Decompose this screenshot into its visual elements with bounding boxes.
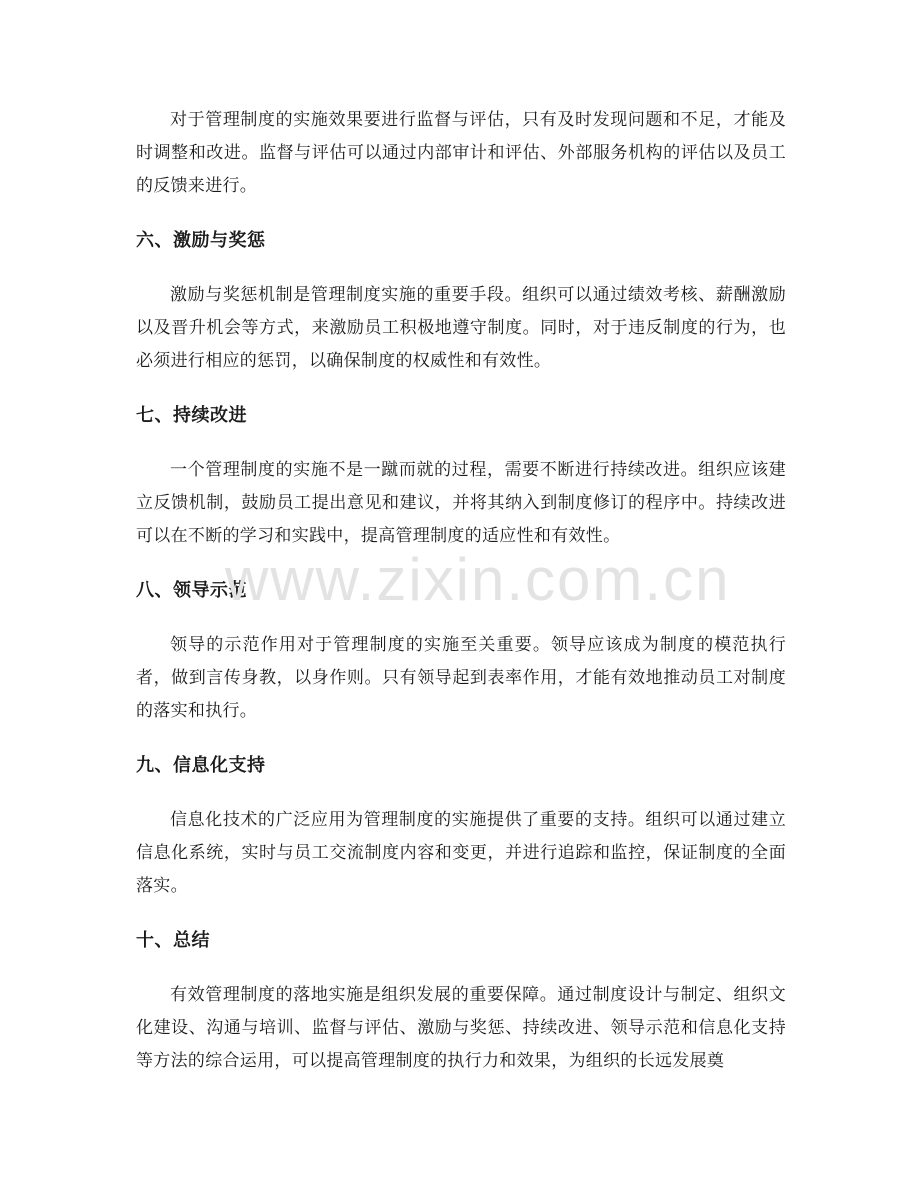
section-heading-summary: 十、总结 xyxy=(136,930,210,951)
paragraph-incentives: 激励与奖惩机制是管理制度实施的重要手段。组织可以通过绩效考核、薪酬激励以及晋升机会等方式，来激励员工积极地遵守制度。同时，对于违反制度的行为，也必须进行相应的惩罚，以确保制度的权威性和有效性。 xyxy=(136,285,786,371)
paragraph-evaluation: 对于管理制度的实施效果要进行监督与评估，只有及时发现问题和不足，才能及时调整和改进。监督与评估可以通过内部审计和评估、外部服务机构的评估以及员工的反馈来进行。 xyxy=(136,110,786,196)
section-heading-continuous-improvement: 七、持续改进 xyxy=(136,405,247,426)
section-heading-incentives: 六、激励与奖惩 xyxy=(136,230,266,251)
watermark: www.zixin.com.cn xyxy=(225,546,731,613)
document-body xyxy=(136,104,786,1078)
paragraph-leadership: 领导的示范作用对于管理制度的实施至关重要。领导应该成为制度的模范执行者，做到言传身教，以身作则。只有领导起到表率作用，才能有效地推动员工对制度的落实和执行。 xyxy=(136,635,786,721)
section-heading-leadership: 八、领导示范 xyxy=(136,580,247,601)
section-heading-it-support: 九、信息化支持 xyxy=(136,755,266,776)
paragraph-continuous-improvement: 一个管理制度的实施不是一蹴而就的过程，需要不断进行持续改进。组织应该建立反馈机制，鼓励员工提出意见和建议，并将其纳入到制度修订的程序中。持续改进可以在不断的学习和实践中，提高管理制度的适应性和有效性。 xyxy=(136,460,786,546)
paragraph-summary: 有效管理制度的落地实施是组织发展的重要保障。通过制度设计与制定、组织文化建设、沟通与培训、监督与评估、激励与奖惩、持续改进、领导示范和信息化支持等方法的综合运用，可以提高管理制度的执行力和效果，为组织的长远发展奠 xyxy=(136,985,786,1071)
paragraph-it-support: 信息化技术的广泛应用为管理制度的实施提供了重要的支持。组织可以通过建立信息化系统，实时与员工交流制度内容和变更，并进行追踪和监控，保证制度的全面落实。 xyxy=(136,810,786,896)
